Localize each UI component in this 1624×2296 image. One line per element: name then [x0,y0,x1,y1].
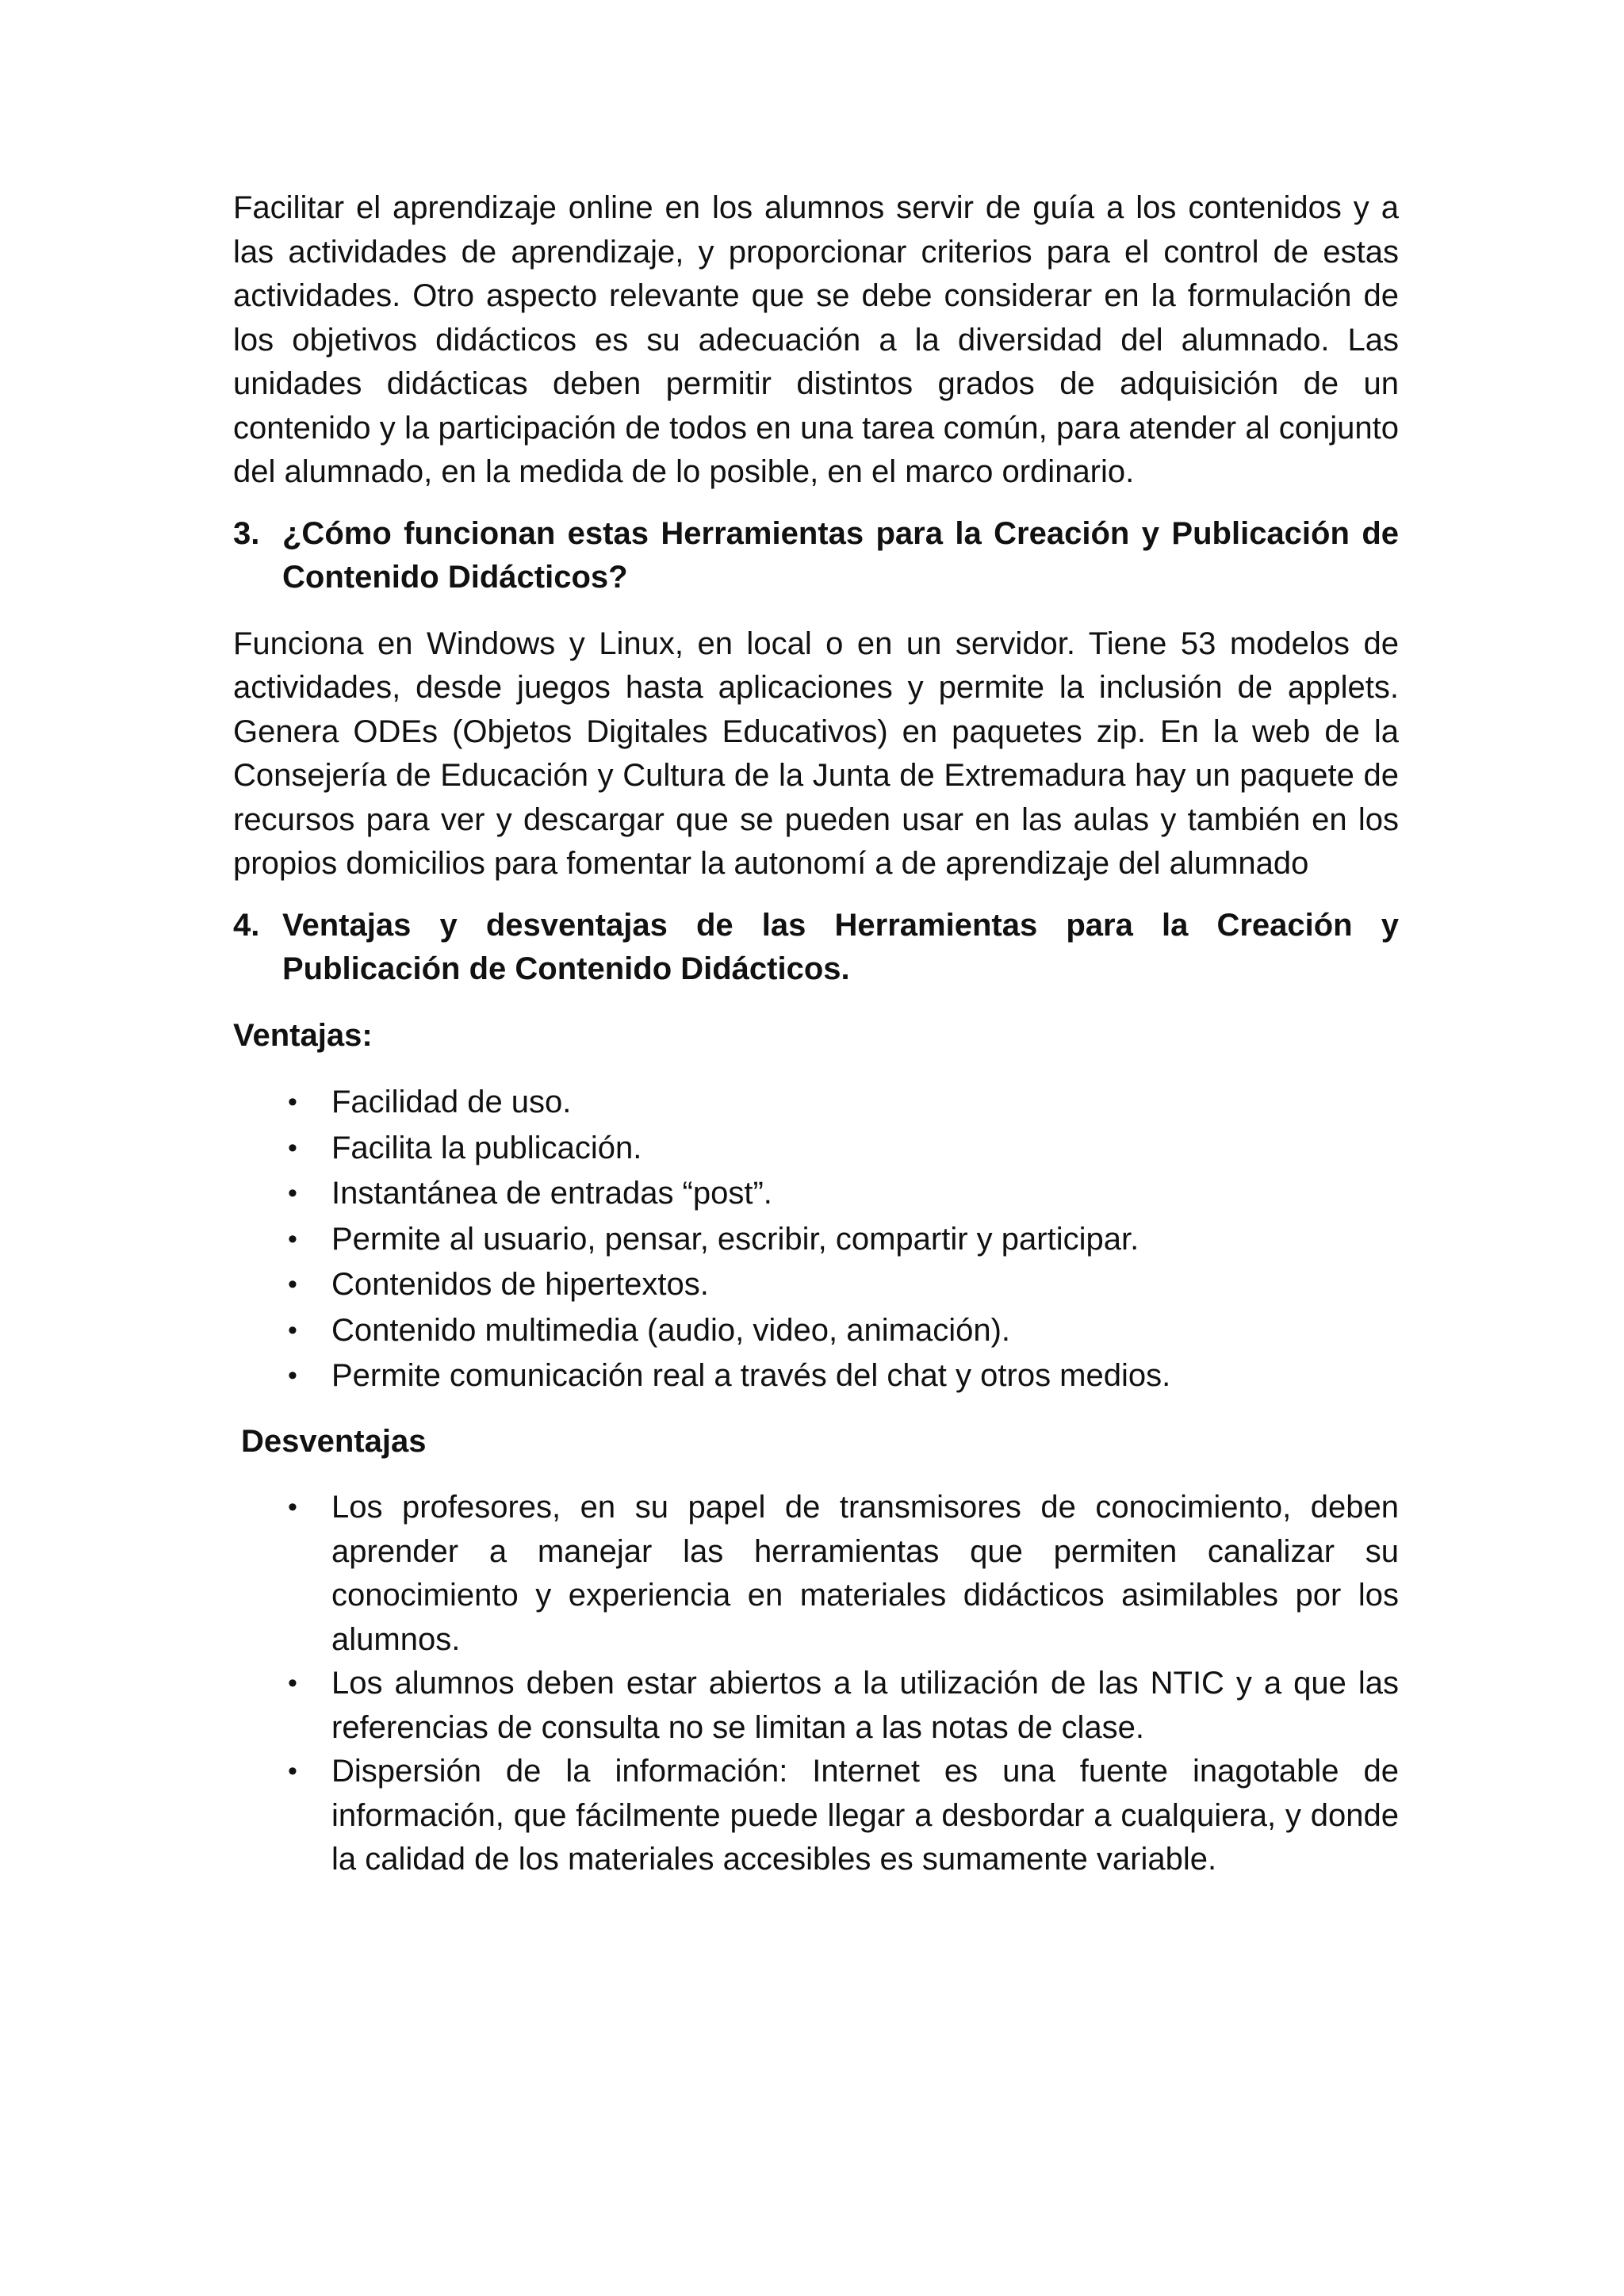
list-item-text: Instantánea de entradas “post”. [331,1176,772,1211]
disadvantages-list [233,1486,1399,1882]
list-item [233,1262,1399,1308]
list-item-text: Permite comunicación real a través del chat y otros medios. [331,1358,1171,1393]
bullet-icon: • [288,1087,297,1117]
section-4-heading [233,904,1399,992]
section-3-number: 3. [233,515,260,551]
section-4-number: 4. [233,907,260,943]
list-item [233,1486,1399,1662]
bullet-icon: • [288,1132,297,1163]
intro-paragraph: Facilitar el aprendizaje online en los alumnos servir de guía a los contenidos y a las actividades de aprendizaje, y proporcionar criterios para el control de estas actividades. Otro aspecto relevante que se debe considerar en la formulación de los objetivos didácticos es su adecuación a la diversidad del alumnado. Las unidades didácticas deben permitir distintos grados de adquisición de un contenido y la participación de todos en una tarea común, para atender al conjunto del alumnado, en la medida de lo posible, en el marco ordinario. [233,190,1399,489]
bullet-icon: • [288,1314,297,1345]
bullet-icon: • [288,1360,297,1391]
list-item [233,1171,1399,1217]
disadvantages-label: Desventajas [241,1423,427,1459]
bullet-icon: • [288,1668,297,1698]
list-item [233,1308,1399,1354]
advantages-list [233,1080,1399,1399]
list-item-text: Dispersión de la información: Internet es una fuente inagotable de información, que fácilmente puede llegar a desbordar a cualquiera, y donde la calidad de los materiales accesibles es sumamente variable. [331,1754,1399,1877]
list-item-text: Permite al usuario, pensar, escribir, compartir y participar. [331,1221,1139,1257]
section-3-heading [233,512,1399,600]
list-item [233,1662,1399,1750]
list-item-text: Los profesores, en su papel de transmisores de conocimiento, deben aprender a manejar las herramientas que permiten canalizar su conocimiento y experiencia en materiales didácticos asimilables por los alumnos. [331,1490,1399,1657]
list-item [233,1750,1399,1882]
list-item-text: Los alumnos deben estar abiertos a la utilización de las NTIC y a que las referencias de consulta no se limitan a las notas de clase. [331,1666,1399,1745]
advantages-label: Ventajas: [233,1017,373,1053]
list-item-text: Contenido multimedia (audio, video, animación). [331,1312,1011,1348]
section-3-title: ¿Cómo funcionan estas Herramientas para la Creación y Publicación de Contenido Didácticos? [282,515,1399,595]
bullet-icon: • [288,1756,297,1786]
list-item [233,1217,1399,1263]
list-item-text: Contenidos de hipertextos. [331,1267,709,1302]
list-item-text: Facilidad de uso. [331,1085,572,1119]
bullet-icon: • [288,1492,297,1522]
section-3-paragraph: Funciona en Windows y Linux, en local o en un servidor. Tiene 53 modelos de actividades, desde juegos hasta aplicaciones y permite la inclusión de applets. Genera ODEs (Objetos Digitales Educativos) en paquetes zip. En la web de la Consejería de Educación y Cultura de la Junta de Extremadura hay un paquete de recursos para ver y descargar que se pueden usar en las aulas y también en los propios domicilios para fomentar la autonomí a de aprendizaje del alumnado [233,626,1399,881]
bullet-icon: • [288,1269,297,1299]
bullet-icon: • [288,1178,297,1208]
section-4-title: Ventajas y desventajas de las Herramientas para la Creación y Publicación de Contenido Didácticos. [282,907,1399,986]
list-item-text: Facilita la publicación. [331,1130,642,1165]
list-item [233,1126,1399,1172]
list-item [233,1080,1399,1126]
bullet-icon: • [288,1223,297,1254]
list-item [233,1353,1399,1399]
document-page [233,186,1399,1882]
